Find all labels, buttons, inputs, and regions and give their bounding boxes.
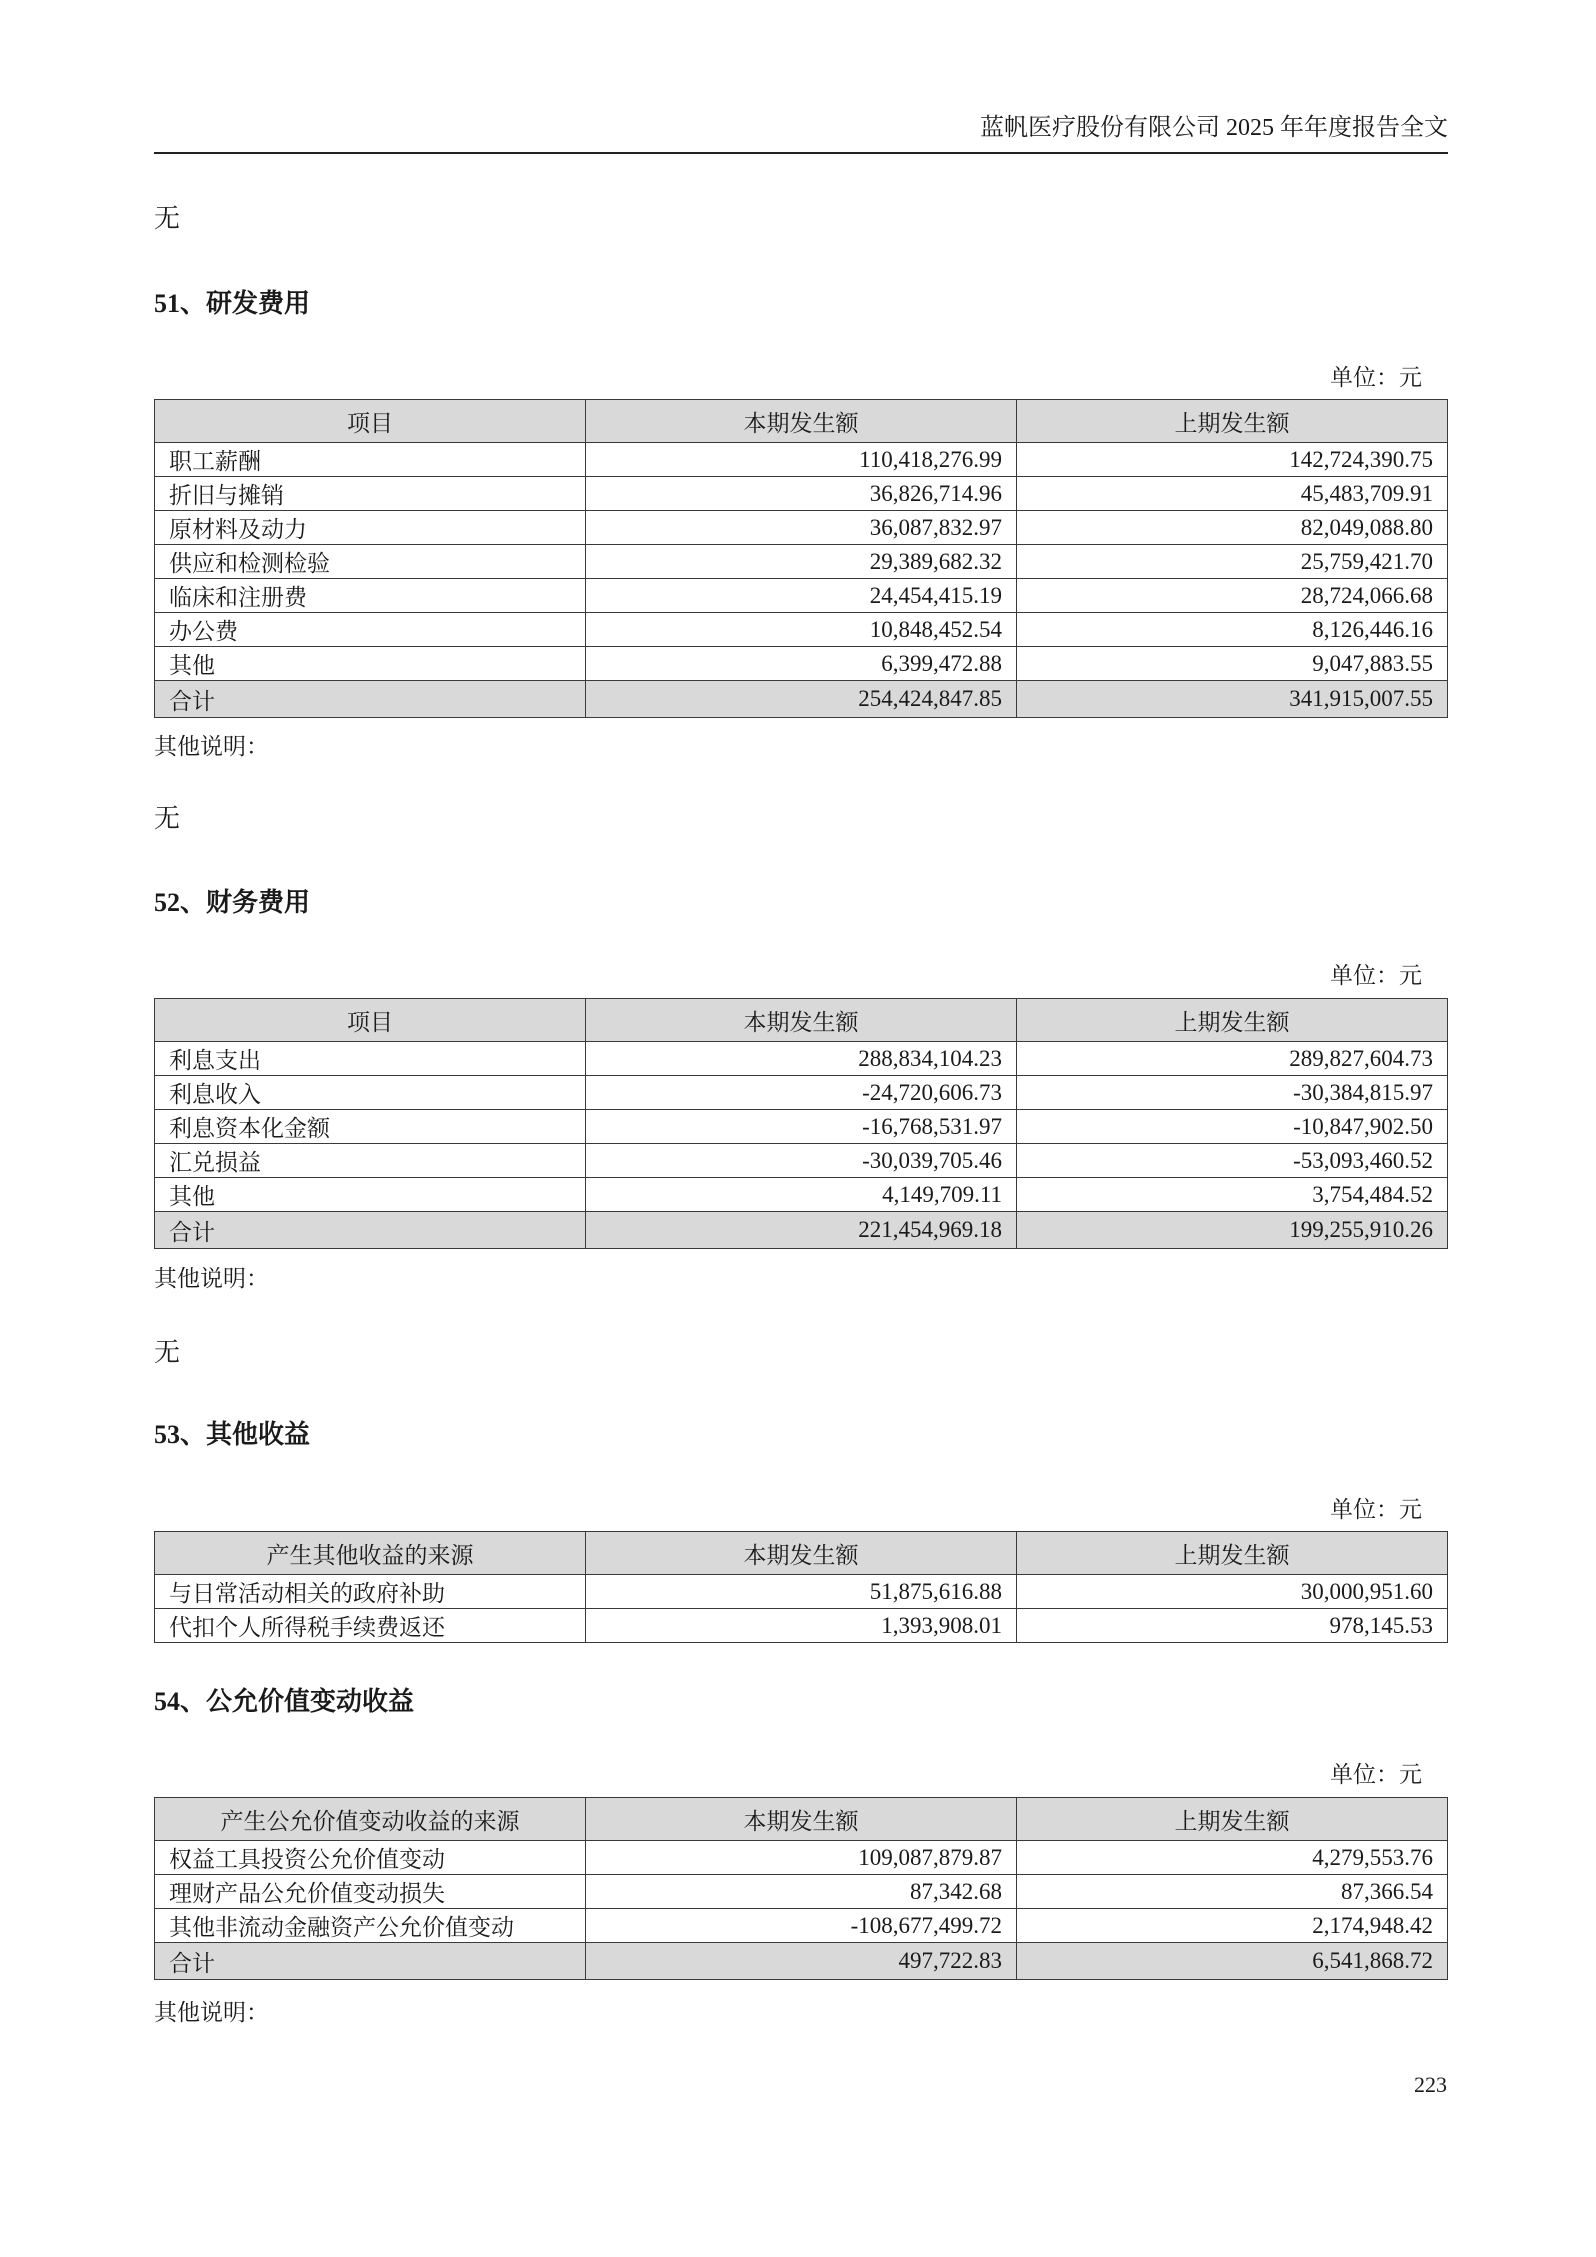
table-cell: 合计	[155, 1212, 586, 1249]
table-cell: -108,677,499.72	[586, 1909, 1017, 1943]
table-header-row	[155, 1532, 1448, 1575]
table-cell: -10,847,902.50	[1017, 1110, 1448, 1144]
table-cell: 1,393,908.01	[586, 1609, 1017, 1643]
table-cell: 82,049,088.80	[1017, 511, 1448, 545]
table-header-cell: 上期发生额	[1017, 400, 1448, 443]
table-row	[155, 1875, 1448, 1909]
table-cell: 110,418,276.99	[586, 443, 1017, 477]
table-cell: -24,720,606.73	[586, 1076, 1017, 1110]
table-cell: 3,754,484.52	[1017, 1178, 1448, 1212]
table-cell: 代扣个人所得税手续费返还	[155, 1609, 586, 1643]
document-header-title: 蓝帆医疗股份有限公司 2025 年年度报告全文	[980, 115, 1448, 141]
section-heading-54: 54、公允价值变动收益	[154, 1687, 415, 1716]
table-row	[155, 443, 1448, 477]
table-cell: -30,384,815.97	[1017, 1076, 1448, 1110]
table-row	[155, 1609, 1448, 1643]
table-cell: 289,827,604.73	[1017, 1042, 1448, 1076]
table-cell: 28,724,066.68	[1017, 579, 1448, 613]
table-cell: 199,255,910.26	[1017, 1212, 1448, 1249]
table-header-cell: 本期发生额	[586, 400, 1017, 443]
table-cell: 理财产品公允价值变动损失	[155, 1875, 586, 1909]
table-cell: 利息支出	[155, 1042, 586, 1076]
table-cell: -16,768,531.97	[586, 1110, 1017, 1144]
table-cell: 4,279,553.76	[1017, 1841, 1448, 1875]
table-cell: -53,093,460.52	[1017, 1144, 1448, 1178]
table-cell: 合计	[155, 1943, 586, 1980]
table-row	[155, 545, 1448, 579]
table-cell: 30,000,951.60	[1017, 1575, 1448, 1609]
table-row	[155, 477, 1448, 511]
table-cell: 其他	[155, 647, 586, 681]
table-header-cell: 上期发生额	[1017, 999, 1448, 1042]
table-header-row	[155, 400, 1448, 443]
section-heading-51: 51、研发费用	[154, 289, 311, 318]
table-header-row	[155, 999, 1448, 1042]
table-row	[155, 1575, 1448, 1609]
table-cell: 利息资本化金额	[155, 1110, 586, 1144]
table-total-row	[155, 1943, 1448, 1980]
table-row	[155, 579, 1448, 613]
table-header-cell: 上期发生额	[1017, 1798, 1448, 1841]
table-cell: 合计	[155, 681, 586, 718]
table-cell: 8,126,446.16	[1017, 613, 1448, 647]
table-cell: 10,848,452.54	[586, 613, 1017, 647]
table-cell: 87,342.68	[586, 1875, 1017, 1909]
table-cell: 221,454,969.18	[586, 1212, 1017, 1249]
table-row	[155, 1841, 1448, 1875]
intro-text: 无	[154, 204, 181, 233]
table-header-row	[155, 1798, 1448, 1841]
table-row	[155, 1909, 1448, 1943]
table-cell: 24,454,415.19	[586, 579, 1017, 613]
table-cell: 与日常活动相关的政府补助	[155, 1575, 586, 1609]
table-cell: 109,087,879.87	[586, 1841, 1017, 1875]
unit-label: 单位：元	[1330, 365, 1422, 390]
finance-expense-table	[154, 998, 1448, 1249]
table-cell: 36,087,832.97	[586, 511, 1017, 545]
table-row	[155, 1178, 1448, 1212]
table-cell: 51,875,616.88	[586, 1575, 1017, 1609]
table-cell: 汇兑损益	[155, 1144, 586, 1178]
table-cell: 288,834,104.23	[586, 1042, 1017, 1076]
unit-label: 单位：元	[1330, 1497, 1422, 1522]
table-row	[155, 511, 1448, 545]
table-cell: 87,366.54	[1017, 1875, 1448, 1909]
table-header-cell: 上期发生额	[1017, 1532, 1448, 1575]
note-text: 无	[154, 804, 181, 833]
rd-expense-table	[154, 399, 1448, 718]
other-income-table	[154, 1531, 1448, 1643]
table-header-cell: 本期发生额	[586, 1798, 1017, 1841]
table-row	[155, 1144, 1448, 1178]
table-header-cell: 本期发生额	[586, 1532, 1017, 1575]
table-cell: 供应和检测检验	[155, 545, 586, 579]
table-row	[155, 1110, 1448, 1144]
table-cell: 6,399,472.88	[586, 647, 1017, 681]
table-cell: 45,483,709.91	[1017, 477, 1448, 511]
table-cell: 办公费	[155, 613, 586, 647]
unit-label: 单位：元	[1330, 1762, 1422, 1787]
table-header-cell: 项目	[155, 999, 586, 1042]
section-heading-52: 52、财务费用	[154, 888, 311, 917]
header-divider	[154, 152, 1448, 154]
table-cell: 原材料及动力	[155, 511, 586, 545]
note-label: 其他说明：	[154, 2000, 269, 2025]
table-cell: 9,047,883.55	[1017, 647, 1448, 681]
section-heading-53: 53、其他收益	[154, 1420, 311, 1449]
table-cell: 折旧与摊销	[155, 477, 586, 511]
note-label: 其他说明：	[154, 1266, 269, 1291]
table-cell: 25,759,421.70	[1017, 545, 1448, 579]
table-cell: 29,389,682.32	[586, 545, 1017, 579]
table-header-cell: 本期发生额	[586, 999, 1017, 1042]
note-label: 其他说明：	[154, 734, 269, 759]
table-cell: 临床和注册费	[155, 579, 586, 613]
table-cell: 6,541,868.72	[1017, 1943, 1448, 1980]
table-header-cell: 产生公允价值变动收益的来源	[155, 1798, 586, 1841]
table-cell: 权益工具投资公允价值变动	[155, 1841, 586, 1875]
fair-value-change-table	[154, 1797, 1448, 1980]
table-cell: 2,174,948.42	[1017, 1909, 1448, 1943]
table-cell: 4,149,709.11	[586, 1178, 1017, 1212]
table-row	[155, 1076, 1448, 1110]
table-cell: 其他非流动金融资产公允价值变动	[155, 1909, 586, 1943]
table-cell: 36,826,714.96	[586, 477, 1017, 511]
table-cell: 职工薪酬	[155, 443, 586, 477]
unit-label: 单位：元	[1330, 963, 1422, 988]
table-cell: 341,915,007.55	[1017, 681, 1448, 718]
table-row	[155, 647, 1448, 681]
table-cell: 利息收入	[155, 1076, 586, 1110]
table-cell: 其他	[155, 1178, 586, 1212]
table-cell: -30,039,705.46	[586, 1144, 1017, 1178]
note-text: 无	[154, 1338, 181, 1367]
table-header-cell: 项目	[155, 400, 586, 443]
page-number: 223	[1414, 2072, 1447, 2097]
table-total-row	[155, 681, 1448, 718]
table-cell: 497,722.83	[586, 1943, 1017, 1980]
table-row	[155, 613, 1448, 647]
table-cell: 142,724,390.75	[1017, 443, 1448, 477]
table-cell: 254,424,847.85	[586, 681, 1017, 718]
table-header-cell: 产生其他收益的来源	[155, 1532, 586, 1575]
table-cell: 978,145.53	[1017, 1609, 1448, 1643]
table-row	[155, 1042, 1448, 1076]
table-total-row	[155, 1212, 1448, 1249]
